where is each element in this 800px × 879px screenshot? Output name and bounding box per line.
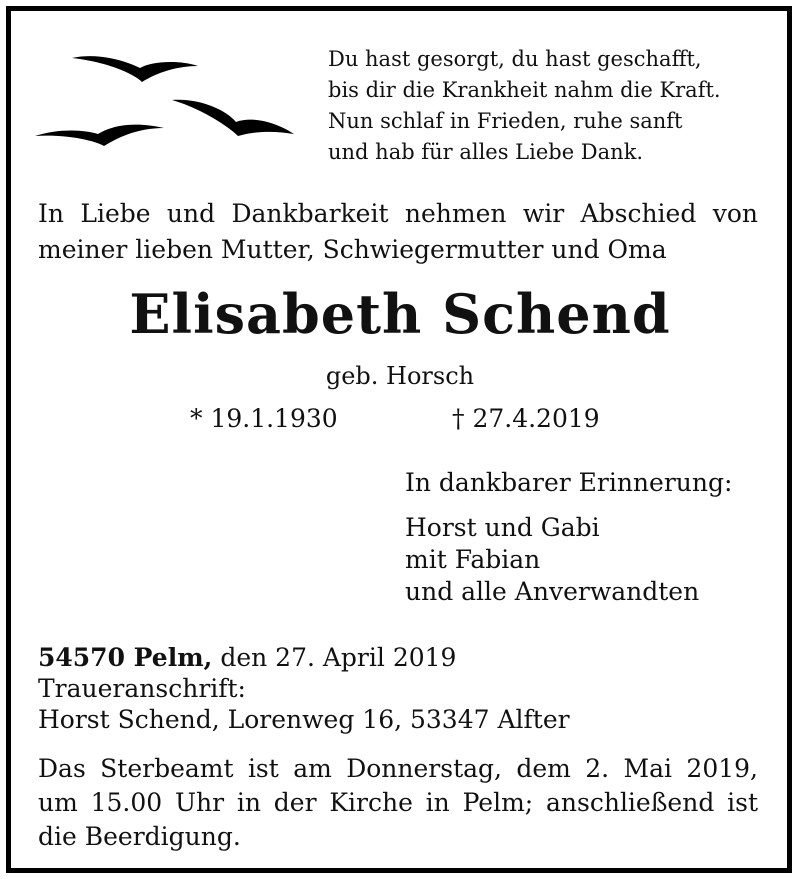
birth-date: * 19.1.1930 [190,404,338,433]
poem-line: Du hast gesorgt, du hast geschafft, [328,47,702,71]
funeral-notice [38,752,758,854]
poem-line: bis dir die Krankheit nahm die Kraft. [328,78,721,102]
memory-heading: In dankbarer Erinnerung: [405,468,733,497]
bird-icon [172,100,294,136]
intro-line: meiner lieben Mutter, Schwiegermutter und Oma [38,235,667,264]
poem-line: und hab für alles Liebe Dank. [328,140,644,164]
funeral-line: um 15.00 Uhr in der Kirche in Pelm; anschließend ist [38,788,758,817]
poem [328,44,721,168]
mourner-line: Horst und Gabi [405,513,600,542]
flying-birds-icon [30,48,310,158]
funeral-line: die Beerdigung. [38,822,241,851]
funeral-line: Das Sterbeamt ist am Donnerstag, dem 2. Mai 2019, [38,754,758,783]
mourner-line: mit Fabian [405,545,541,574]
address-line: Horst Schend, Lorenweg 16, 53347 Alfter [38,705,570,734]
address-block [38,642,570,735]
death-date: † 27.4.2019 [452,404,600,433]
intro-line: In Liebe und Dankbarkeit nehmen wir Abschied von [38,199,758,228]
mourners-list [405,512,699,608]
place-date-line [38,642,570,673]
bird-icon [72,56,198,82]
poem-line: Nun schlaf in Frieden, ruhe sanft [328,109,683,133]
intro-text [38,196,758,268]
date: den 27. April 2019 [212,643,457,672]
place: 54570 Pelm, [38,643,213,672]
address-label: Traueranschrift: [38,674,246,703]
mourner-line: und alle Anverwandten [405,577,700,606]
bird-icon [35,125,164,146]
maiden-name: geb. Horsch [325,362,475,390]
deceased-name: Elisabeth Schend [129,282,671,346]
